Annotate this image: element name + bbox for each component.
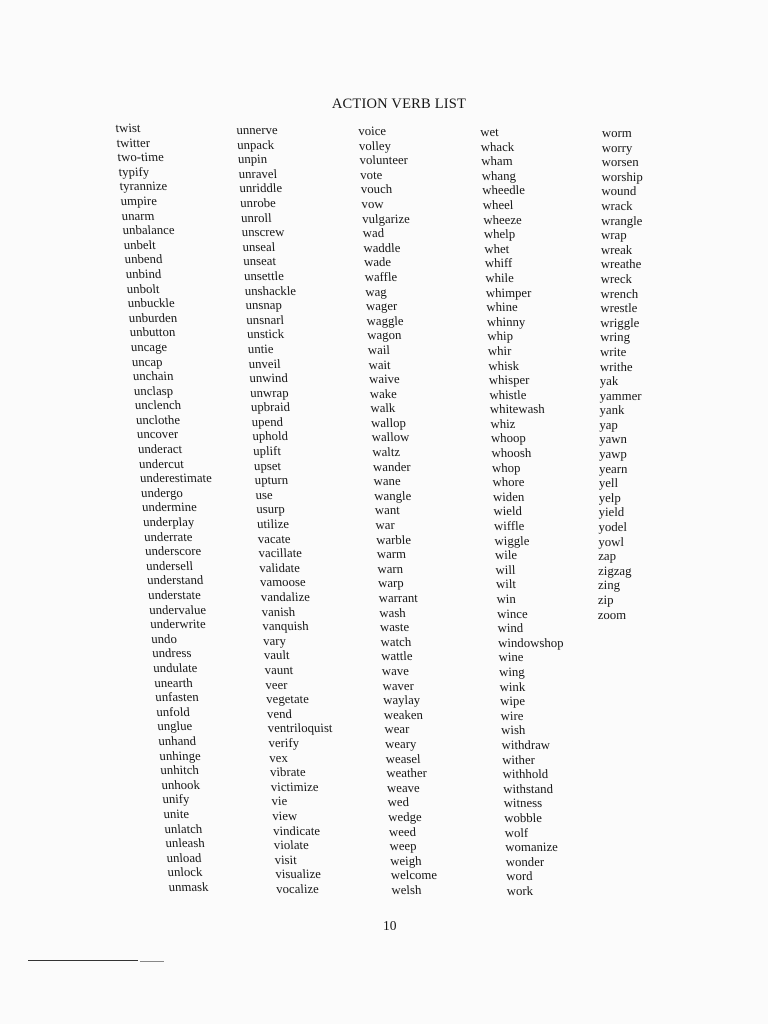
verb-item: verify — [268, 735, 300, 750]
verb-item: wed — [387, 795, 410, 810]
verb-item: waver — [382, 678, 415, 693]
verb-item: wag — [365, 284, 387, 299]
verb-item: vary — [262, 633, 287, 648]
verb-item: whore — [492, 475, 525, 490]
verb-item: upbraid — [250, 400, 291, 415]
verb-item: unshackle — [244, 283, 297, 298]
verb-item: windowshop — [497, 635, 564, 650]
verb-item: volunteer — [359, 153, 409, 168]
verb-item: waylay — [382, 693, 421, 708]
verb-item: usurp — [255, 502, 286, 517]
verb-item: worsen — [601, 155, 639, 170]
verb-item: wander — [372, 459, 411, 474]
verb-item: whop — [491, 460, 521, 475]
verb-item: unscrew — [241, 225, 285, 240]
verb-item: waddle — [363, 240, 401, 255]
verb-item: will — [495, 562, 516, 577]
verb-item: understand — [146, 573, 204, 588]
verb-item: ventriloquist — [267, 721, 333, 736]
verb-column-4 — [480, 125, 572, 898]
verb-item: wobble — [503, 810, 543, 825]
verb-item: yield — [598, 505, 625, 520]
verb-item: whip — [487, 329, 514, 344]
verb-item: upturn — [254, 473, 289, 488]
verb-item: wrench — [600, 286, 639, 301]
verb-item: wilt — [495, 577, 517, 592]
verb-item: vindicate — [272, 823, 321, 838]
verb-item: uncover — [136, 427, 179, 442]
verb-item: vie — [271, 794, 288, 809]
verb-item: wallop — [370, 415, 407, 430]
verb-item: yowl — [598, 534, 625, 549]
verb-item: underscore — [144, 544, 202, 559]
verb-item: unhand — [157, 733, 197, 748]
verb-item: worship — [601, 169, 643, 184]
verb-item: two-time — [117, 150, 165, 165]
verb-item: veer — [265, 677, 288, 692]
verb-item: uncage — [130, 339, 168, 354]
verb-item: undergo — [140, 485, 184, 500]
verb-item: wheeze — [483, 212, 522, 227]
verb-item: unbolt — [126, 281, 160, 296]
verb-item: wham — [481, 154, 513, 169]
verb-item: vend — [266, 706, 293, 721]
verb-item: tyrannize — [119, 179, 168, 194]
verb-item: weary — [384, 736, 417, 751]
verb-item: wallow — [371, 430, 410, 445]
verb-item: undersell — [145, 558, 194, 573]
verb-item: whack — [480, 139, 515, 154]
verb-item: unsnarl — [245, 312, 285, 327]
verb-item: whir — [487, 343, 512, 358]
verb-item: whiff — [484, 256, 513, 271]
verb-item: zoom — [597, 607, 627, 622]
verb-item: wink — [499, 679, 526, 694]
verb-item: unsettle — [243, 268, 285, 283]
verb-item: wattle — [380, 649, 413, 664]
verb-item: undulate — [152, 660, 198, 675]
verb-column-2 — [236, 123, 341, 896]
verb-item: unravel — [238, 166, 278, 181]
verb-item: while — [485, 270, 515, 285]
verb-item: wine — [498, 650, 524, 665]
verb-item: unfasten — [154, 690, 200, 705]
verb-item: weigh — [389, 853, 422, 868]
verb-item: welcome — [390, 868, 438, 883]
verb-item: vacate — [257, 531, 291, 546]
verb-column-5 — [598, 126, 644, 622]
verb-item: weed — [388, 824, 417, 839]
verb-item: unseal — [242, 239, 276, 254]
verb-item: twist — [115, 121, 141, 135]
verb-item: warn — [377, 561, 404, 576]
verb-item: vaunt — [264, 662, 294, 677]
verb-item: whiz — [490, 416, 516, 431]
verb-item: warble — [375, 532, 412, 547]
verb-item: unstick — [246, 327, 285, 342]
verb-item: unhook — [160, 777, 201, 792]
verb-item: whimper — [485, 285, 532, 300]
verb-item: war — [375, 518, 396, 533]
verb-item: yodel — [598, 520, 627, 535]
page-number: 10 — [383, 918, 397, 933]
verb-item: weep — [389, 839, 417, 854]
verb-item: wad — [362, 226, 385, 241]
verb-item: umpire — [120, 193, 158, 208]
verb-item: vibrate — [269, 765, 306, 780]
verb-item: wave — [381, 663, 410, 678]
verb-item: whisk — [488, 358, 520, 373]
verb-item: unglue — [156, 719, 193, 734]
verb-item: wangle — [373, 488, 412, 503]
verb-item: whitewash — [489, 402, 545, 417]
verb-item: yap — [599, 417, 618, 432]
verb-item: weaken — [383, 707, 424, 722]
verb-item: unwind — [249, 371, 289, 386]
verb-item: unhinge — [158, 748, 202, 763]
verb-item: typify — [118, 164, 150, 179]
verb-item: whoop — [490, 431, 527, 446]
verb-item: underestimate — [139, 471, 213, 486]
verb-item: unleash — [165, 836, 206, 851]
verb-item: zigzag — [598, 563, 632, 578]
verb-item: vanquish — [262, 619, 309, 634]
verb-item: unsnap — [245, 298, 283, 313]
verb-item: wield — [493, 504, 523, 519]
verb-item: view — [271, 808, 298, 823]
verb-item: vow — [361, 196, 384, 211]
verb-item: twitter — [116, 135, 151, 150]
verb-item: unchain — [132, 369, 174, 384]
verb-item: vouch — [360, 182, 393, 197]
verb-item: wagon — [366, 328, 402, 343]
verb-item: unseat — [242, 254, 277, 269]
verb-item: volley — [358, 138, 392, 153]
verb-item: unmask — [168, 879, 209, 894]
verb-item: wile — [494, 548, 518, 563]
verb-item: write — [599, 344, 627, 359]
verb-item: yawp — [599, 447, 627, 462]
verb-item: uplift — [252, 444, 282, 459]
verb-item: whinny — [486, 314, 526, 329]
verb-item: worm — [601, 126, 632, 140]
verb-item: unroll — [240, 210, 272, 225]
verb-item: vegetate — [265, 692, 310, 707]
verb-item: womanize — [504, 840, 559, 855]
verb-item: vanish — [261, 604, 296, 619]
verb-item: whisper — [488, 373, 530, 388]
verb-column-3 — [358, 124, 440, 897]
verb-column-1 — [115, 121, 241, 894]
verb-item: voice — [358, 124, 387, 138]
verb-item: uphold — [252, 429, 289, 444]
verb-item: unriddle — [239, 181, 283, 196]
verb-item: whelp — [483, 227, 516, 242]
verb-item: waffle — [364, 269, 398, 284]
verb-item: withstand — [502, 781, 554, 796]
verb-item: use — [255, 487, 273, 502]
footer-rule — [28, 960, 138, 961]
verb-item: yammer — [599, 388, 642, 403]
verb-item: whoosh — [491, 446, 532, 461]
verb-item: wager — [365, 299, 398, 314]
verb-item: whistle — [489, 387, 527, 402]
verb-item: wet — [480, 125, 499, 139]
verb-item: vandalize — [260, 590, 311, 604]
verb-item: wrangle — [601, 213, 643, 228]
verb-item: unveil — [248, 356, 281, 371]
verb-item: unfold — [155, 704, 191, 719]
verb-item: waggle — [366, 313, 404, 328]
verb-item: understate — [147, 588, 202, 602]
verb-item: watch — [380, 634, 412, 649]
verb-item: wedge — [387, 809, 422, 824]
verb-item: wreck — [600, 271, 632, 286]
verb-item: withdraw — [501, 737, 551, 752]
verb-item: warm — [376, 547, 407, 562]
verb-item: warp — [377, 576, 404, 591]
verb-item: waste — [379, 620, 410, 635]
verb-item: weather — [386, 766, 428, 781]
verb-item: work — [506, 883, 534, 898]
verb-item: victimize — [270, 779, 319, 794]
verb-item: wreak — [600, 242, 633, 257]
verb-item: weave — [386, 780, 420, 795]
verb-item: wail — [367, 342, 391, 357]
verb-item: violate — [273, 838, 310, 853]
verb-item: walk — [370, 401, 396, 416]
verb-item: withhold — [502, 767, 549, 782]
verb-item: wing — [498, 664, 525, 679]
verb-item: vex — [268, 750, 289, 765]
verb-item: underwrite — [149, 617, 207, 632]
verb-item: zip — [597, 593, 614, 607]
verb-item: wake — [369, 386, 398, 401]
verb-item: unclothe — [135, 412, 181, 427]
verb-item: unburden — [128, 310, 178, 325]
footer-rule-tail — [140, 961, 164, 962]
verb-item: vote — [359, 167, 383, 182]
verb-item: untie — [247, 341, 274, 356]
verb-item: wriggle — [600, 315, 640, 330]
verb-item: wheedle — [482, 183, 526, 198]
verb-item: wrack — [601, 198, 633, 213]
verb-item: vamoose — [259, 575, 306, 590]
verb-item: undermine — [141, 500, 198, 515]
page-title: ACTION VERB LIST — [331, 96, 467, 112]
verb-item: yelp — [598, 490, 621, 505]
verb-item: wither — [501, 752, 536, 767]
verb-item: unclench — [134, 398, 182, 413]
verb-item: wish — [500, 723, 526, 738]
verb-item: writhe — [599, 359, 633, 374]
verb-item: whine — [486, 300, 518, 315]
verb-item: wiggle — [494, 533, 530, 548]
verb-item: unlatch — [163, 821, 203, 836]
verb-item: underrate — [143, 529, 193, 544]
verb-item: zing — [597, 578, 621, 593]
verb-item: widen — [492, 489, 525, 504]
verb-item: upend — [251, 414, 284, 429]
verb-item: warrant — [378, 591, 419, 605]
verb-item: vault — [263, 648, 290, 663]
verb-item: underplay — [142, 515, 195, 530]
verb-item: unbind — [125, 266, 162, 281]
verb-item: unbalance — [122, 223, 175, 238]
verb-item: unpin — [237, 152, 268, 167]
verb-item: whet — [484, 241, 510, 256]
verb-item: vulgarize — [361, 211, 411, 226]
verb-item: unlock — [167, 865, 203, 880]
verb-item: wrestle — [600, 301, 638, 316]
verb-item: wade — [363, 255, 392, 270]
verb-item: wind — [497, 621, 524, 636]
verb-item: unify — [161, 792, 190, 807]
verb-item: unite — [162, 806, 190, 821]
verb-item: vocalize — [275, 881, 320, 896]
verb-item: undress — [151, 646, 192, 661]
verb-item: wipe — [499, 694, 526, 709]
verb-item: yell — [598, 476, 619, 491]
verb-item: unnerve — [236, 123, 278, 137]
verb-item: unload — [166, 850, 202, 865]
verb-item: unpack — [236, 137, 275, 152]
verb-item: visit — [274, 852, 298, 867]
verb-item: yawn — [599, 432, 628, 447]
verb-item: whang — [481, 168, 517, 183]
verb-item: worry — [601, 140, 633, 155]
verb-item: unbend — [124, 252, 163, 267]
verb-item: wonder — [505, 854, 545, 869]
verb-item: witness — [503, 796, 543, 811]
verb-item: zap — [598, 549, 617, 564]
verb-item: wiffle — [493, 519, 525, 534]
verb-item: wash — [379, 605, 406, 620]
verb-item: weasel — [385, 751, 421, 766]
verb-item: wane — [373, 474, 401, 489]
verb-item: unbutton — [129, 325, 176, 340]
verb-item: validate — [258, 560, 301, 575]
verb-item: yak — [599, 374, 619, 389]
verb-item: wrap — [600, 228, 627, 243]
verb-item: waltz — [372, 445, 401, 460]
verb-item: waive — [368, 372, 401, 387]
verb-item: undo — [150, 631, 178, 646]
verb-item: unhitch — [159, 763, 200, 778]
verb-item: vacillate — [258, 546, 303, 561]
verb-item: unclasp — [133, 383, 174, 398]
verb-item: wear — [384, 722, 410, 737]
verb-item: wheel — [482, 197, 514, 212]
verb-item: wolf — [504, 825, 529, 840]
verb-item: unarm — [121, 208, 155, 223]
verb-item: unbuckle — [127, 296, 176, 311]
verb-item: word — [505, 869, 533, 884]
verb-item: unearth — [153, 675, 194, 690]
verb-item: visualize — [275, 867, 322, 882]
verb-item: yearn — [598, 461, 628, 476]
verb-item: wreathe — [600, 257, 642, 272]
verb-item: unrobe — [239, 195, 277, 210]
verb-item: welsh — [391, 882, 422, 897]
verb-item: unbelt — [123, 237, 157, 252]
verb-item: upset — [253, 458, 282, 473]
verb-item: undervalue — [148, 602, 207, 617]
verb-item: wring — [600, 330, 631, 345]
verb-item: wince — [496, 606, 528, 621]
verb-item: yank — [599, 403, 625, 418]
verb-item: wait — [368, 357, 391, 372]
verb-item: want — [374, 503, 401, 518]
verb-item: undercut — [138, 456, 185, 471]
verb-item: underact — [137, 442, 183, 457]
verb-item: wound — [601, 184, 637, 199]
verb-item: wire — [500, 708, 524, 723]
verb-item: utilize — [256, 517, 290, 532]
verb-item: uncap — [131, 354, 163, 369]
verb-item: unwrap — [249, 385, 289, 400]
verb-item: win — [496, 592, 516, 606]
